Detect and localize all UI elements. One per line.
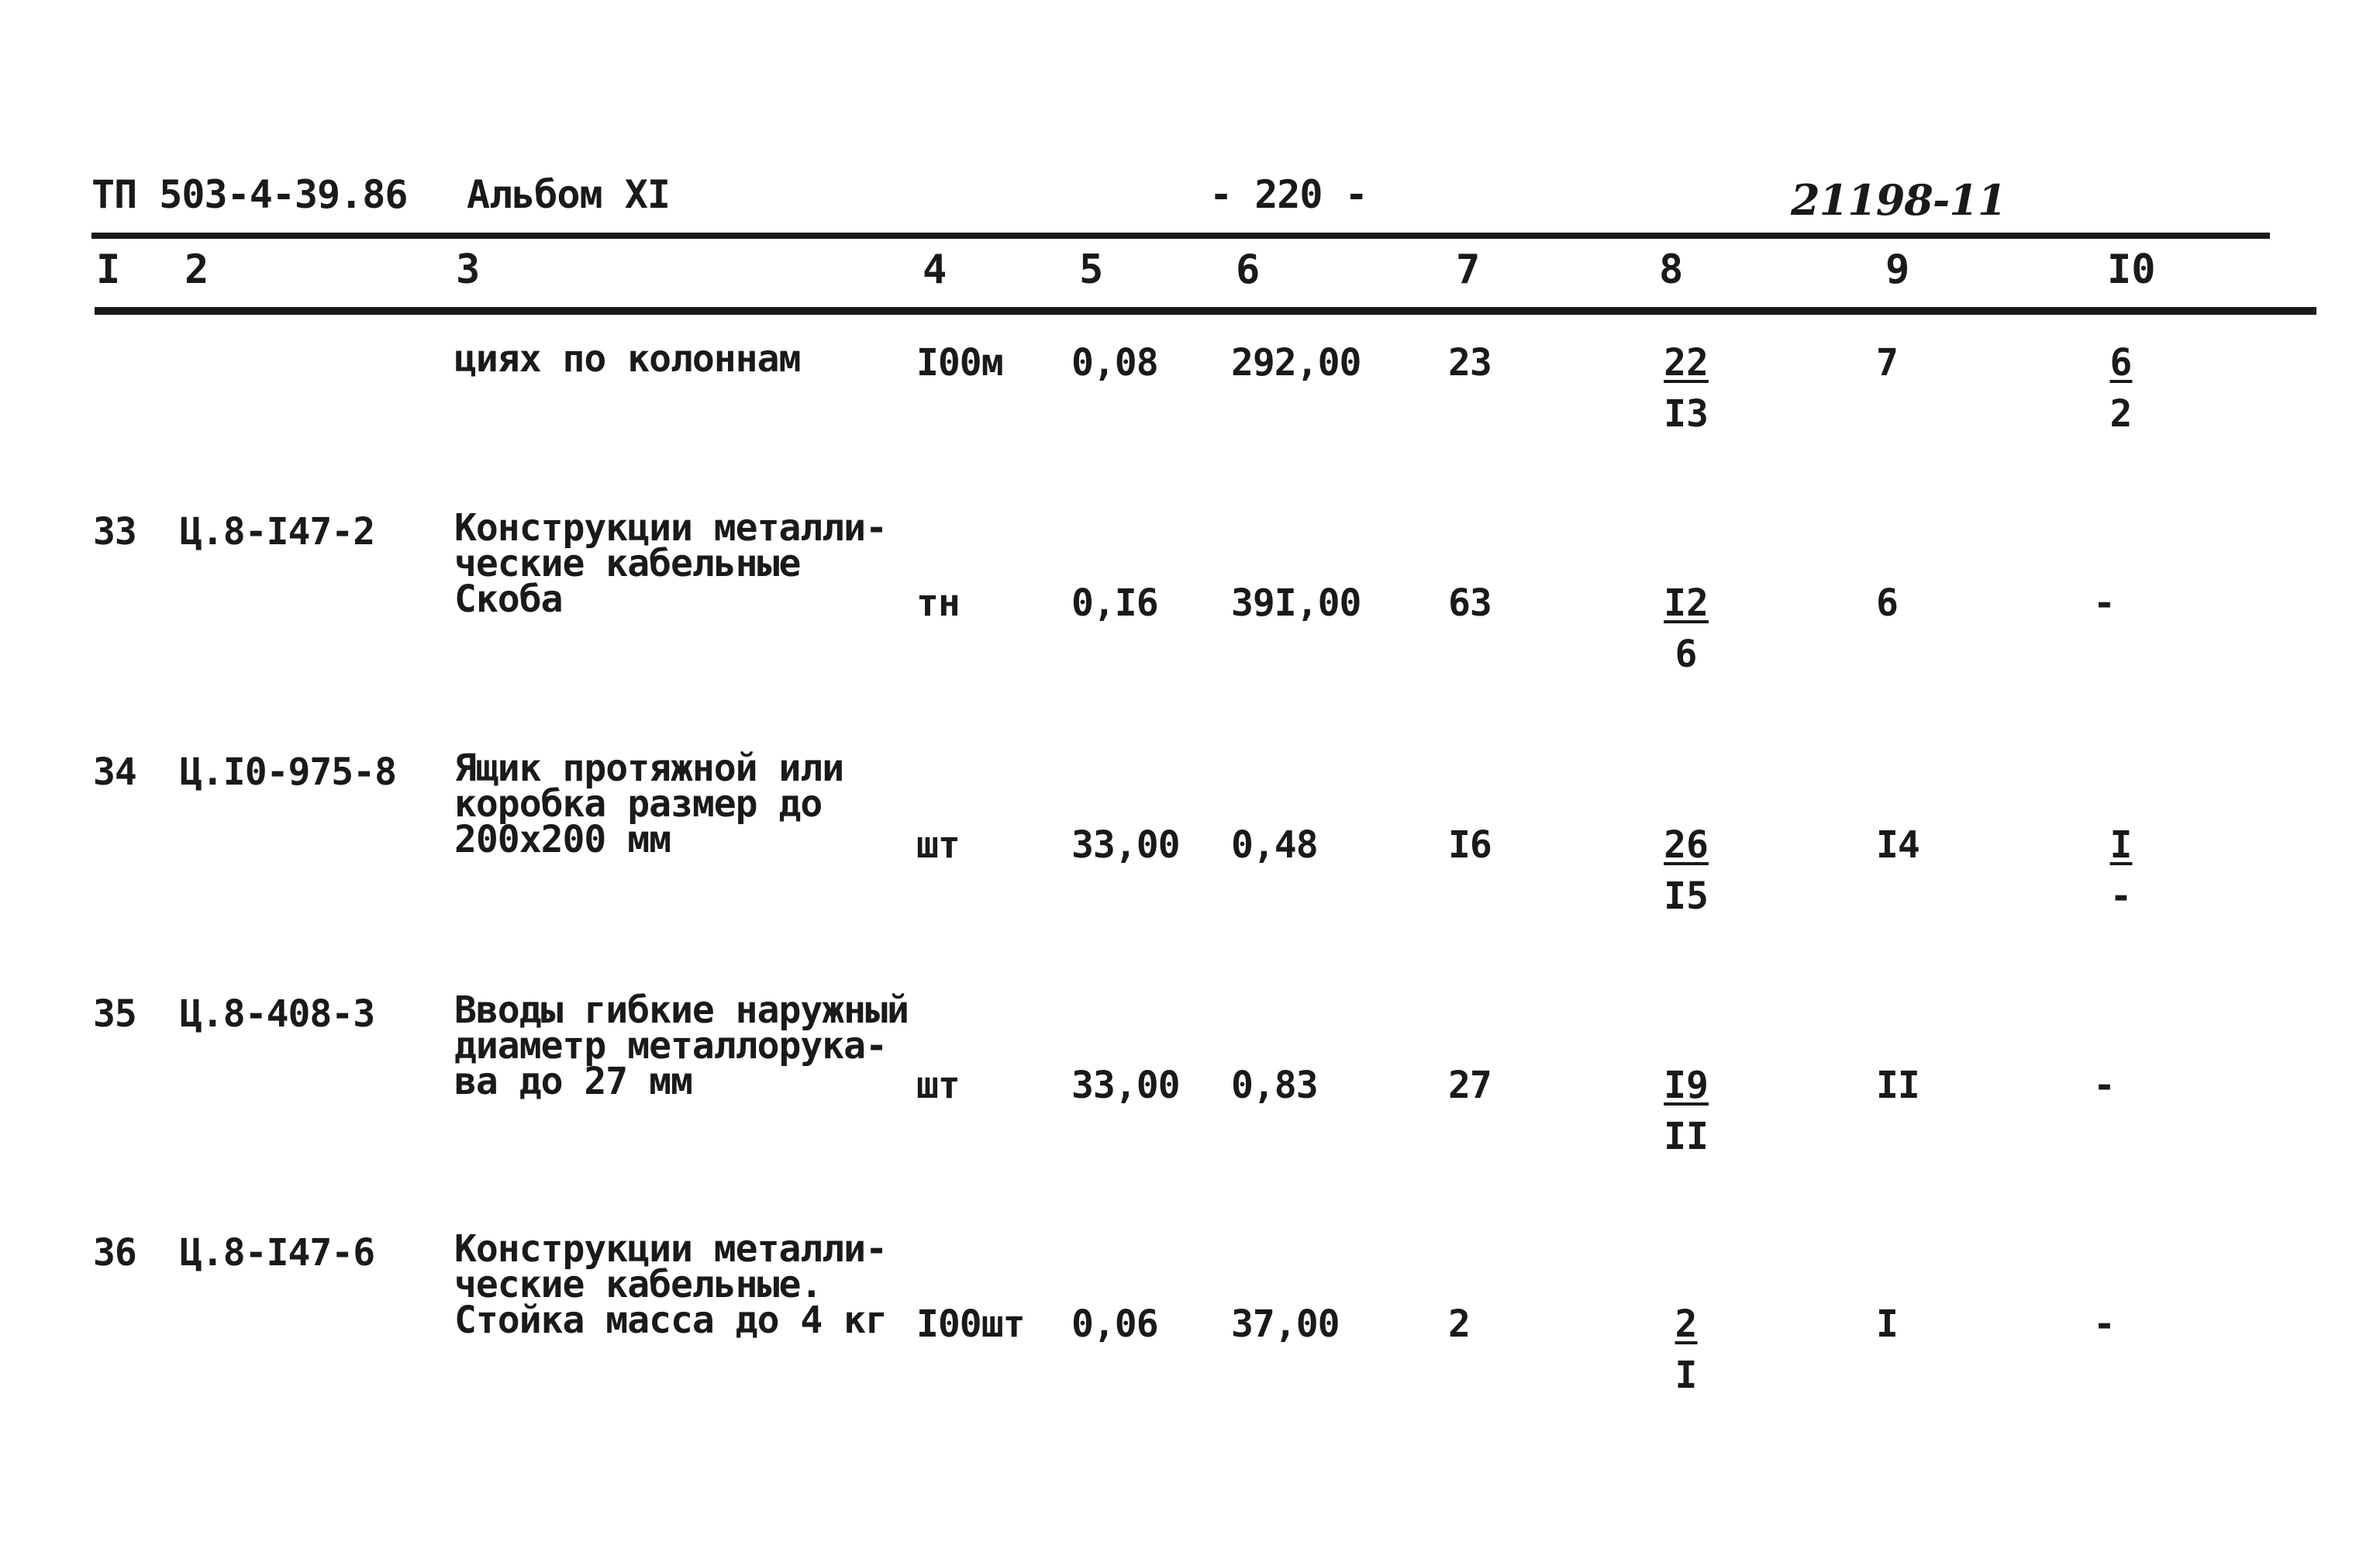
header-rule bbox=[91, 233, 2270, 239]
page-number: - 220 - bbox=[1209, 172, 1368, 217]
cost-value: I6 bbox=[1448, 823, 1492, 867]
item-name-line: ческие кабельные. bbox=[454, 1263, 823, 1306]
item-name-line: Скоба bbox=[454, 578, 563, 621]
unit-price: 0,83 bbox=[1231, 1064, 1318, 1107]
item-name bbox=[454, 506, 935, 621]
column-header-3: 3 bbox=[456, 247, 481, 293]
item-name-line: Конструкции металли- bbox=[454, 506, 887, 550]
quantity: 0,08 bbox=[1071, 341, 1158, 385]
table-row bbox=[0, 988, 2380, 1217]
unit-price: 37,00 bbox=[1231, 1302, 1340, 1346]
fraction-col-8 bbox=[1651, 341, 1721, 436]
column-header-4: 4 bbox=[923, 247, 947, 293]
fraction-col-10 bbox=[2098, 823, 2144, 918]
column-header-9: 9 bbox=[1885, 247, 1910, 293]
unit: шт bbox=[916, 823, 960, 867]
col-10-value: - bbox=[2093, 1064, 2115, 1107]
column-header-1: I bbox=[96, 247, 121, 293]
table-row bbox=[0, 1227, 2380, 1456]
fraction-numerator: 22 bbox=[1664, 341, 1709, 385]
item-name-line: циях по колоннам bbox=[454, 337, 801, 381]
fraction-numerator: I2 bbox=[1664, 581, 1709, 625]
fraction-denominator: I5 bbox=[1664, 875, 1709, 918]
col-9-value: I4 bbox=[1876, 823, 1920, 867]
fraction-denominator: 6 bbox=[1675, 633, 1698, 676]
table-row bbox=[0, 747, 2380, 975]
item-name-line: Конструкции металли- bbox=[454, 1227, 887, 1271]
item-name-line: 200х200 мм bbox=[454, 818, 671, 861]
column-header-2: 2 bbox=[185, 247, 209, 293]
column-header-8: 8 bbox=[1659, 247, 1684, 293]
col-9-value: II bbox=[1876, 1064, 1920, 1107]
item-name-line: Вводы гибкие наружный bbox=[454, 988, 909, 1032]
column-header-6: 6 bbox=[1236, 247, 1261, 293]
item-name-line: ва до 27 мм bbox=[454, 1060, 692, 1103]
quantity: 0,I6 bbox=[1071, 581, 1158, 625]
norm-code: Ц.8-408-3 bbox=[180, 992, 375, 1036]
fraction-numerator: 2 bbox=[1675, 1302, 1698, 1346]
item-name-line: диаметр металлорука- bbox=[454, 1024, 887, 1068]
row-number: 36 bbox=[93, 1231, 136, 1275]
fraction-col-10 bbox=[2098, 341, 2144, 436]
item-name-line: ческие кабельные bbox=[454, 542, 801, 585]
fraction-numerator: I bbox=[2109, 823, 2133, 867]
handwritten-code: 21198-11 bbox=[1791, 175, 2006, 225]
fraction-denominator: II bbox=[1664, 1115, 1709, 1158]
fraction-denominator: I bbox=[1675, 1354, 1698, 1397]
fraction-col-8 bbox=[1651, 1064, 1721, 1158]
fraction-denominator: 2 bbox=[2109, 392, 2133, 436]
col-9-value: 7 bbox=[1876, 341, 1898, 385]
cost-value: 2 bbox=[1448, 1302, 1470, 1346]
unit: I00м bbox=[916, 341, 1003, 385]
quantity: 33,00 bbox=[1071, 1064, 1180, 1107]
document-number: ТП 503-4-39.86 bbox=[91, 172, 408, 217]
norm-code: Ц.8-I47-6 bbox=[180, 1231, 375, 1275]
cost-value: 23 bbox=[1448, 341, 1492, 385]
column-header-10: I0 bbox=[2107, 247, 2156, 293]
col-9-value: I bbox=[1876, 1302, 1898, 1346]
unit: тн bbox=[916, 581, 960, 625]
norm-code: Ц.I0-975-8 bbox=[180, 750, 396, 794]
item-name bbox=[454, 337, 935, 381]
fraction-col-8 bbox=[1651, 581, 1721, 676]
unit-price: 292,00 bbox=[1231, 341, 1361, 385]
item-name-line: Стойка масса до 4 кг bbox=[454, 1299, 887, 1342]
row-number: 34 bbox=[93, 750, 136, 794]
item-name bbox=[454, 1227, 935, 1342]
item-name bbox=[454, 747, 935, 861]
fraction-numerator: 6 bbox=[2109, 341, 2133, 385]
fraction-col-8 bbox=[1651, 1302, 1721, 1397]
item-name bbox=[454, 988, 935, 1103]
unit-price: 0,48 bbox=[1231, 823, 1318, 867]
unit-price: 39I,00 bbox=[1231, 581, 1361, 625]
fraction-numerator: 26 bbox=[1664, 823, 1709, 867]
fraction-denominator: - bbox=[2109, 875, 2133, 918]
col-10-value: - bbox=[2093, 581, 2115, 625]
unit: шт bbox=[916, 1064, 960, 1107]
unit: I00шт bbox=[916, 1302, 1025, 1346]
col-10-value: - bbox=[2093, 1302, 2115, 1346]
cost-value: 27 bbox=[1448, 1064, 1492, 1107]
album-label: Альбом XI bbox=[467, 172, 670, 217]
quantity: 33,00 bbox=[1071, 823, 1180, 867]
cost-value: 63 bbox=[1448, 581, 1492, 625]
norm-code: Ц.8-I47-2 bbox=[180, 510, 375, 554]
table-row bbox=[0, 506, 2380, 735]
fraction-numerator: I9 bbox=[1664, 1064, 1709, 1107]
col-9-value: 6 bbox=[1876, 581, 1898, 625]
quantity: 0,06 bbox=[1071, 1302, 1158, 1346]
row-number: 35 bbox=[93, 992, 136, 1036]
fraction-denominator: I3 bbox=[1664, 392, 1709, 436]
row-number: 33 bbox=[93, 510, 136, 554]
column-header-rule bbox=[95, 307, 2316, 315]
column-header-7: 7 bbox=[1456, 247, 1481, 293]
item-name-line: коробка размер до bbox=[454, 782, 823, 826]
column-header-5: 5 bbox=[1079, 247, 1104, 293]
item-name-line: Ящик протяжной или bbox=[454, 747, 844, 790]
fraction-col-8 bbox=[1651, 823, 1721, 918]
